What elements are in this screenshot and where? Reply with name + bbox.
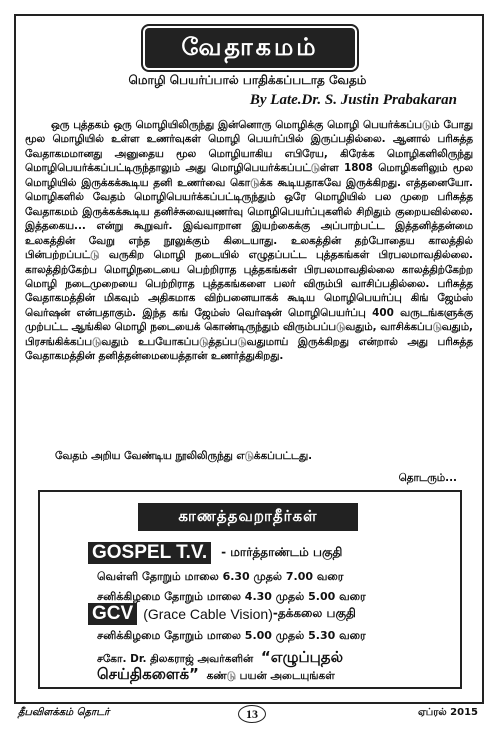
gospel-schedule-2: சனிக்கிழமை தோறும் மாலை 4.30 முதல் 5.00 வரை (97, 590, 366, 603)
article-line: மொழிபெயர்ப்பு கிங் ஜேம்ஸ் வெர்ஷன் என்பதாகும். இந்த கங் ஜேம்ஸ் (25, 292, 473, 319)
article-paragraph (25, 118, 473, 364)
issue-date: ஏப்ரல் 2015 (417, 707, 478, 718)
program-name-part-1: “எழுப்புதல் (260, 648, 344, 666)
article-line: வெர்ஷன் மொழிபெயர்ப்பு 400 வருடங்களுக்கு முற்பட்ட ஆங்கில மொழி (25, 306, 473, 334)
article-line: உலகத்தின் தற்போதைய காலத்தில் பின்பற்றப்பட்டு வருகிற மொழி நடையில் (25, 234, 473, 262)
gospel-tv-label: GOSPEL T.V. (88, 542, 211, 564)
article-line: இருப்பதில்லை. ஆனால் பரிசுத்த வேதாகமமானது அனுதைய மூல (25, 133, 473, 160)
dont-miss-title: காணத்தவறாதீர்கள் (178, 507, 318, 525)
article-line: பெயர்க்கப்படும் போது மூல மொழியில் உள்ள உணர்வுகள் மொழி பெயர்ப்பில் (25, 119, 474, 146)
program-line-2 (97, 665, 335, 685)
article-body (25, 118, 473, 364)
gospel-tv-row (88, 542, 342, 564)
article-line: பிரசங்கிக்கப்படுவதும் உபயோகப்படுத்தப்படுவதுமாய் இருக்கிறது என்றால் (25, 335, 398, 348)
gcv-label: GCV (88, 603, 137, 625)
gcv-location: -தக்கலை பகுதி (272, 606, 356, 620)
article-line: மொழிகளிலும் மூல மொழியில் இருக்கக்கூடிய தனி உணர்வை கொடுக்க (25, 162, 473, 189)
page-title: வேதாகமம் (181, 32, 319, 61)
page-footer (14, 704, 484, 726)
article-line: மொழிபெயர்க்கப்பட்டிருந்தாலும் அது மொழிபெயர்க்கப்பட்டுள்ள 1808 (25, 162, 373, 175)
article-line: கூடியதாகவே இருக்கிறது. எத்தனையோ. மொழிகளில் வேதம் (25, 176, 473, 204)
article-line: அப்பாற்பட்ட இத்தனித்தன்மை உலகத்தின் வேறு எந்த நூலுக்கும் கிடையாது. (25, 220, 474, 247)
gospel-tv-location: - மார்த்தாண்டம் பகுதி (221, 545, 343, 559)
author-line: By Late.Dr. S. Justin Prabakaran (249, 92, 457, 108)
gcv-row (88, 603, 356, 625)
subtitle: மொழி பெயர்ப்பால் பாதிக்கப்படாத வேதம் (128, 73, 367, 87)
dont-miss-banner (138, 503, 358, 531)
program-prefix: சகோ. Dr. திலகராஜ் அவர்களின் (97, 653, 254, 665)
article-line: மொழிபெயர்க்கப்பட்டிருந்தும் ஒரே மொழியில் பல முறை பரிசுத்த வேதாகமம் (25, 191, 473, 218)
program-name-part-2: செய்திகளைக்” (97, 665, 199, 683)
article-line: ஒரு புத்தகம் ஒரு மொழியிலிருந்து இன்னொரு மொழிக்கு மொழி (51, 119, 360, 131)
article-line: குறையவில்லை. இத்தகைய... என்று கூறுவர். இவ்வாறான இயற்கைக்கு (25, 205, 473, 233)
article-line: மொழியாகிய எபிரேய, கிரேக்க மொழிகளிலிருந்து (208, 147, 473, 160)
article-line: நடைமுறையை பெற்றிராத புத்தகங்களை பலர் விரும்பி வாசிப்பதில்லை. (65, 277, 430, 290)
article-line: அது பரிசுத்த வேதாகமத்தின் தனித்தன்மையைத்தான் உணர்த்துகிறது. (25, 335, 474, 363)
article-line: பெற்றிராத புத்தகங்கள் பிரபலமாவதில்லை காலத்திற்கேற்ற மொழி (25, 263, 473, 290)
title-banner (145, 28, 355, 68)
magazine-name: தீபவிளக்கம் தொடர் (18, 707, 110, 718)
gcv-full-name: (Grace Cable Vision) (143, 606, 273, 622)
page-number: 13 (238, 705, 266, 723)
article-line: இருக்கக்கூடிய தனிச்சுவையுணர்வு மொழிபெயர்ப்புகளில் சிறிதும் (82, 205, 391, 218)
continued-note: தொடரும்... (398, 472, 457, 484)
source-note: வேதம் அறிய வேண்டிய நூலிலிருந்து எடுக்கப்பட்டது. (55, 450, 313, 462)
article-line: எழுதப்பட்ட புத்தகங்கள் பிரபலமாவதில்லை. காலத்திற்கேற்ப மொழிநடையை (25, 249, 473, 276)
gcv-schedule: சனிக்கிழமை தோறும் மாலை 5.00 முதல் 5.30 வரை (97, 629, 366, 642)
program-suffix: கண்டு பயன் அடையுங்கள் (206, 670, 335, 682)
gospel-schedule-1: வெள்ளி தோறும் மாலை 6.30 முதல் 7.00 வரை (97, 570, 344, 583)
article-line: பரிசுத்த வேதாகமத்தின் மிகவும் அதிகமாக விற்பனையாகக் கூடிய (25, 277, 473, 305)
article-line: நடையைக் கொண்டிருந்தும் விரும்பப்படுவதும், வாசிக்கப்படுவதும், (150, 321, 474, 334)
